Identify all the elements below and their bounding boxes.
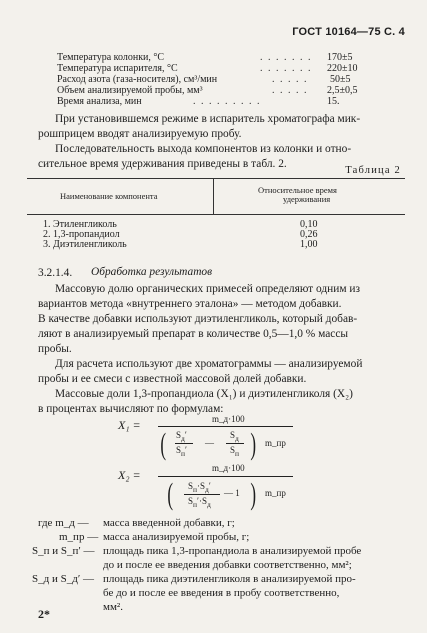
table-row-value: 1,00 [300,239,318,250]
table-col2-header-line1: Относительное время [258,185,337,195]
body-line: Для расчета используют две хроматограммы — анализируемой [55,358,363,370]
formula-x2-numerator: m_д·100 [212,463,245,473]
param-dots: . . . . . [272,74,308,85]
legend-symbol: S_п и S_п′ — [32,545,95,557]
param-value: 170±5 [327,52,353,63]
param-label: Объем анализируемой пробы, мм³ [57,85,203,96]
body-line: Массовую долю органических примесей определяют одним из [55,283,361,295]
formula-x1-s-d2: $S_д$ [230,430,239,443]
param-value: 50±5 [330,74,351,85]
formula-x1-s-n2: $S_п$ [230,445,240,458]
formula-x1-inner-bar-2 [226,443,244,444]
table-row-value: 0,26 [300,229,318,240]
legend-text: масса введенной добавки, г; [103,517,235,529]
table-top-rule [27,178,405,179]
legend-text: площадь пика 1,3-пропандиола в анализируемой пробе [103,545,362,557]
legend-symbol: где m_д — [38,517,89,529]
formula-x1-lhs: X₁ = [118,418,141,432]
formula-x1-minus: — [205,438,214,448]
formula-x1-s-d: $S_д'$ [176,430,187,443]
table-title: Таблица 2 [345,165,401,176]
page-footer-mark: 2* [38,607,50,621]
formula-x2-denominator-s: $S_п'\cdot S_д$ [188,496,211,509]
body-line: в процентах вычисляют по формулам: [38,403,224,415]
body-line: ляют в анализируемый препарат в количестве 0,5—1,0 % массы [38,328,349,340]
intro-line: Последовательность выхода компонентов из колонки и отно- [55,143,352,155]
legend-text: до и после ее введения добавки соответственно, мм²; [103,559,352,571]
param-value: 2,5±0,5 [327,85,358,96]
table-row-name: 1. Этиленгликоль [43,219,117,230]
intro-line: сительное время удерживания приведены в табл. 2. [38,158,287,170]
table-row-name: 2. 1,3-пропандиол [43,229,120,240]
document-header: ГОСТ 10164—75 С. 4 [292,26,405,38]
legend-text: бе до и после ее введения в пробу соответственно, [103,587,340,599]
formula-x1-mpr: m_пр [265,438,286,448]
section-title: Обработка результатов [91,266,213,278]
param-value: 15. [327,96,340,107]
section-number: 3.2.1.4. [38,267,73,279]
legend-text: масса анализируемой пробы, г; [103,531,250,543]
body-line: пробы и ее смеси с известной массовой долей добавки. [38,373,307,385]
formula-x2-mpr: m_пр [265,488,286,498]
body-line: Массовые доли 1,3-пропандиола (X₁) и диэтиленгликоля (X₂) [55,388,353,400]
body-line: В качестве добавки используют диэтиленгликоль, который добав- [38,313,358,325]
param-label: Время анализа, мин [57,96,142,107]
param-dots: . . . . . . . [260,63,312,74]
intro-line: рошприцем вводят анализируемую пробу. [38,128,242,140]
formula-x1-inner-bar-1 [175,443,193,444]
param-label: Температура испарителя, °С [57,63,178,74]
formula-x2-fraction-bar [158,476,293,477]
intro-line: При установившемся режиме в испаритель хроматографа мик- [55,113,361,125]
table-row-value: 0,10 [300,219,318,230]
formula-x1-s-n: $S_п'$ [176,445,187,458]
formula-x1-fraction-bar [158,426,293,427]
table-column-divider [213,178,214,214]
formula-x2-numerator-s: $S_п\cdot S_д'$ [188,481,211,494]
table-col1-header: Наименование компонента [60,191,158,201]
formula-x1-numerator: m_д·100 [212,414,245,424]
formula-x1-open-paren: ( [160,426,167,461]
body-line: пробы. [38,343,72,355]
formula-x2-close-paren: ) [250,476,257,511]
body-line: вариантов метода «внутреннего эталона» — методом добавки. [38,298,342,310]
legend-text: мм². [103,601,123,613]
param-label: Температура колонки, °С [57,52,165,63]
table-header-rule [27,214,405,215]
formula-x2-minus-one: — 1 [224,488,240,498]
param-dots: . . . . . . . . . [193,96,261,107]
param-label: Расход азота (газа-носителя), см³/мин [57,74,218,85]
table-row-name: 3. Диэтиленгликоль [43,239,127,250]
formula-x2-inner-bar [184,494,220,495]
param-dots: . . . . . . . [260,52,312,63]
formula-x2-open-paren: ( [167,476,174,511]
formula-x2-lhs: X₂ = [118,468,141,482]
legend-text: площадь пика диэтиленгликоля в анализируемой про- [103,573,356,585]
legend-symbol: S_д и S_д′ — [32,573,94,585]
param-value: 220±10 [327,63,358,74]
legend-symbol: m_пр — [59,531,99,543]
param-dots: . . . . . [272,85,308,96]
formula-x1-close-paren: ) [250,426,257,461]
table-col2-header-line2: удерживания [283,194,331,204]
